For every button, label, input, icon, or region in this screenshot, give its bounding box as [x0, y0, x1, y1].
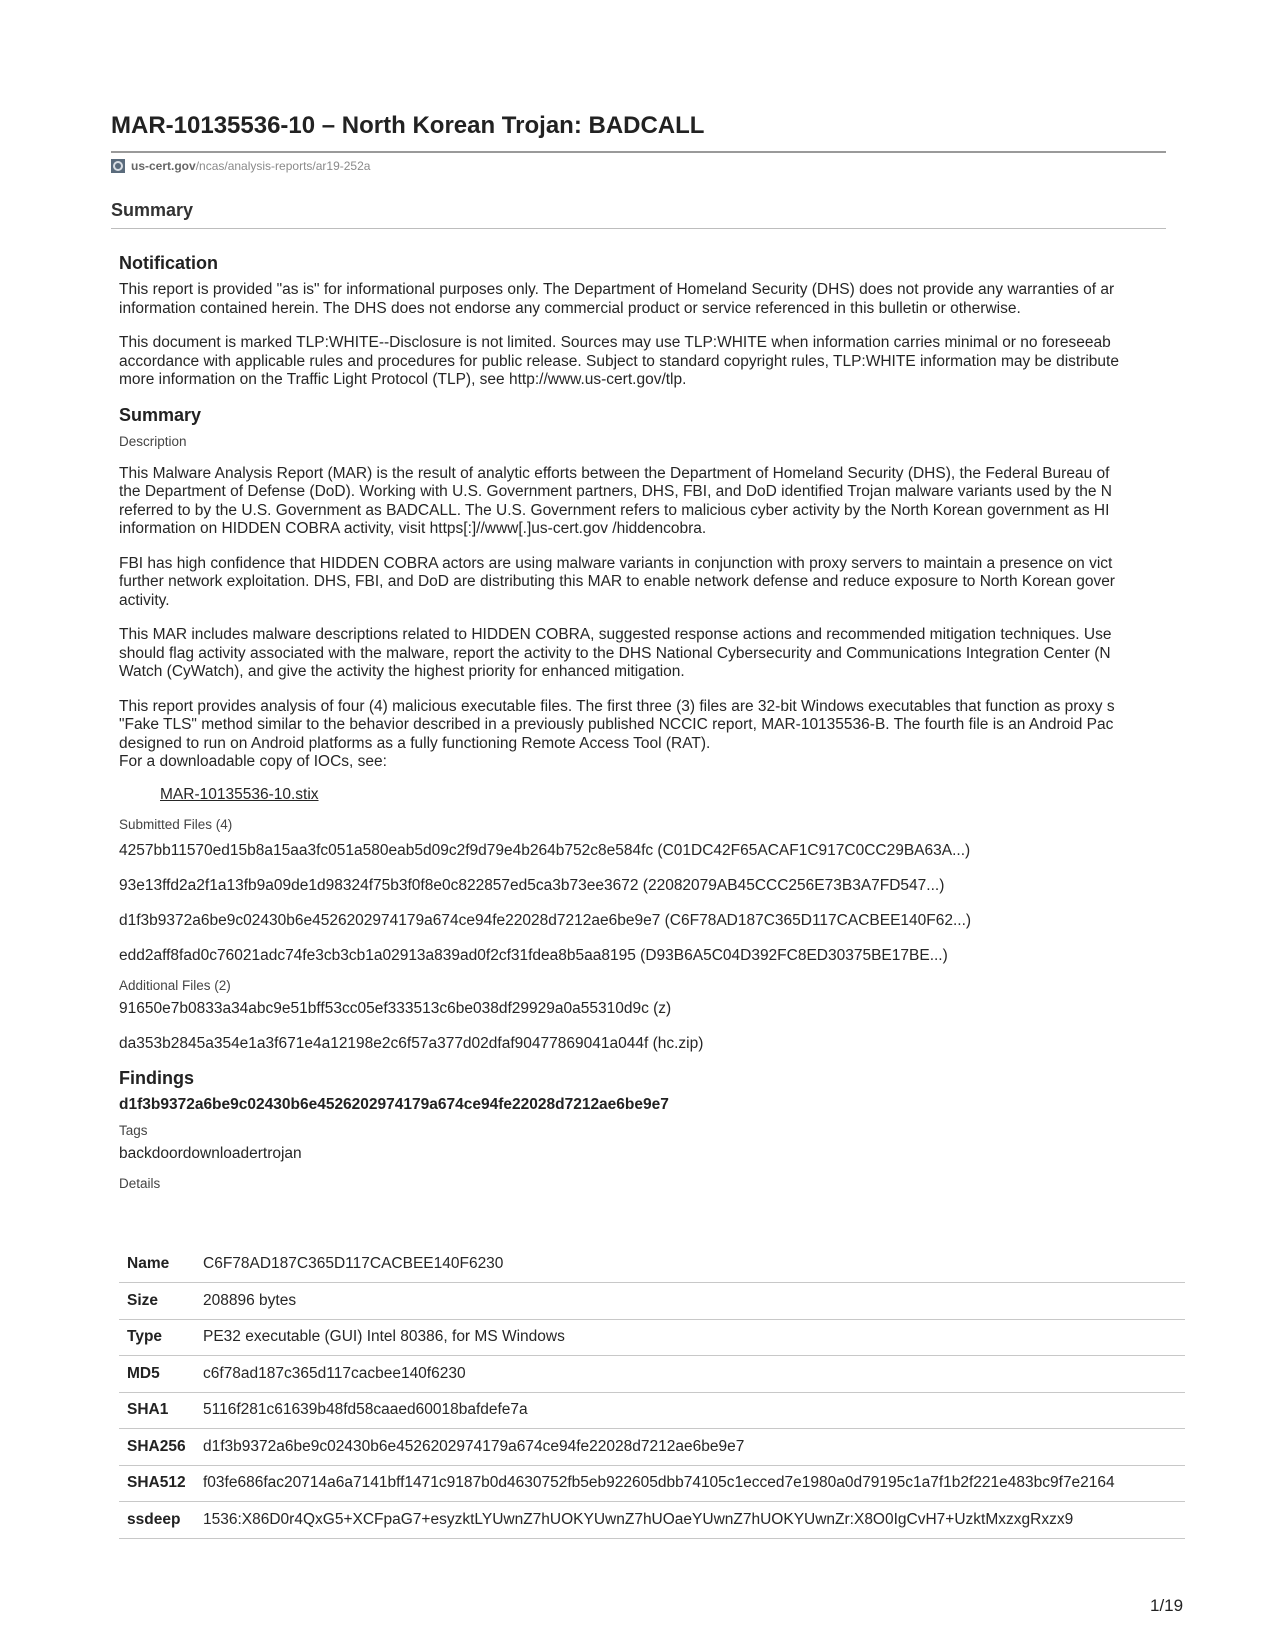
summary-paragraph-1 [119, 465, 1185, 539]
table-row [119, 1356, 1185, 1393]
tlp-paragraph [119, 334, 1185, 390]
table-row [119, 1319, 1185, 1356]
text-line: activity. [119, 591, 170, 609]
text-line: should flag activity associated with the malware, report the activity to the DHS National Cybersecurity and Communications Integration Center (N [119, 644, 1111, 662]
notification-paragraph [119, 281, 1185, 318]
detail-value: PE32 executable (GUI) Intel 80386, for MS Windows [203, 1328, 565, 1346]
table-row [119, 1502, 1185, 1539]
detail-key: SHA256 [127, 1437, 186, 1455]
text-line: This report is provided "as is" for informational purposes only. The Department of Homeland Security (DHS) does not provide any warranties of ar [119, 281, 1115, 298]
findings-heading: Findings [119, 1067, 194, 1088]
text-line: further network exploitation. DHS, FBI, and DoD are distributing this MAR to enable network defense and reduce exposure to North Korean gover [119, 573, 1115, 590]
source-url[interactable] [111, 158, 370, 174]
detail-key: MD5 [127, 1364, 160, 1382]
description-label: Description [119, 433, 187, 449]
detail-value: d1f3b9372a6be9c02430b6e4526202974179a674ce94fe22028d7212ae6be9e7 [203, 1437, 745, 1455]
detail-value: 5116f281c61639b48fd58caaed60018bafdefe7a [203, 1401, 528, 1419]
source-path: /ncas/analysis-reports/ar19-252a [195, 159, 371, 173]
details-table [119, 1246, 1185, 1539]
text-line: the Department of Defense (DoD). Working with U.S. Government partners, DHS, FBI, and DoD identified Trojan malware variants used by the N [119, 483, 1112, 500]
report-content [119, 252, 1185, 1193]
text-line: accordance with applicable rules and procedures for public release. Subject to standard copyright rules, TLP:WHITE information may be distribute [119, 352, 1119, 370]
summary-paragraph-4 [119, 698, 1185, 772]
text-line: This MAR includes malware descriptions related to HIDDEN COBRA, suggested response actions and recommended mitigation techniques. Use [119, 626, 1112, 643]
table-row [119, 1429, 1185, 1466]
detail-value: 208896 bytes [203, 1291, 297, 1309]
table-row [119, 1283, 1185, 1320]
text-line: referred to by the U.S. Government as BADCALL. The U.S. Government refers to malicious cyber activity by the North Korean government as HI [119, 501, 1110, 519]
text-line: "Fake TLS" method similar to the behavior described in a previously published NCCIC report, MAR-10135536-B. The fourth file is an Android Pac [119, 716, 1114, 733]
detail-key: Size [127, 1291, 159, 1309]
findings-hash: d1f3b9372a6be9c02430b6e4526202974179a674ce94fe22028d7212ae6be9e7 [119, 1095, 669, 1113]
table-row [119, 1246, 1185, 1283]
submitted-files-label: Submitted Files (4) [119, 816, 233, 832]
submitted-file-item: 4257bb11570ed15b8a15aa3fc051a580eab5d09c2f9d79e4b264b752c8e584fc (C01DC42F65ACAF1C917C0CC29BA63A...) [119, 841, 971, 859]
title-divider [111, 151, 1166, 153]
tags-value: backdoordownloadertrojan [119, 1144, 302, 1162]
text-line: For a downloadable copy of IOCs, see: [119, 753, 387, 770]
text-line: information on HIDDEN COBRA activity, visit https[:]//www[.]us-cert.gov /hiddencobra. [119, 520, 707, 537]
detail-value: C6F78AD187C365D117CACBEE140F6230 [203, 1255, 504, 1272]
summary-paragraph-3 [119, 626, 1185, 682]
source-domain: us-cert.gov [131, 159, 196, 173]
stix-download-link[interactable]: MAR-10135536-10.stix [160, 785, 319, 803]
text-line: FBI has high confidence that HIDDEN COBRA actors are using malware variants in conjunction with proxy servers to maintain a presence on vict [119, 554, 1113, 572]
detail-key: ssdeep [127, 1510, 181, 1528]
text-line: This report provides analysis of four (4) malicious executable files. The first three (3) files are 32-bit Windows executables that function as proxy s [119, 697, 1115, 715]
submitted-file-item: 93e13ffd2a2f1a13fb9a09de1d98324f75b3f0f8e0c822857ed5ca3b73ee3672 (22082079AB45CCC256E73B3A7FD547...) [119, 876, 945, 894]
page-number: 1/19 [1150, 1596, 1184, 1615]
details-label: Details [119, 1175, 161, 1191]
text-line: This Malware Analysis Report (MAR) is the result of analytic efforts between the Department of Homeland Security (DHS), the Federal Bureau of [119, 464, 1110, 482]
table-row [119, 1392, 1185, 1429]
additional-file-item: 91650e7b0833a34abc9e51bff53cc05ef333513c6be038df29929a0a55310d9c (z) [119, 999, 672, 1017]
text-line: This document is marked TLP:WHITE--Disclosure is not limited. Sources may use TLP:WHITE when information carries minimal or no foreseeab [119, 334, 1111, 351]
submitted-file-item: edd2aff8fad0c76021adc74fe3cb3cb1a02913a839ad0f2cf31fdea8b5aa8195 (D93B6A5C04D392FC8ED30375BE17BE...) [119, 946, 948, 964]
table-row [119, 1465, 1185, 1502]
detail-key: SHA1 [127, 1401, 169, 1419]
us-cert-seal-icon [111, 159, 125, 173]
text-line: designed to run on Android platforms as a fully functioning Remote Access Tool (RAT). [119, 734, 711, 752]
detail-key: Type [127, 1328, 163, 1346]
detail-key: Name [127, 1255, 170, 1272]
additional-files-label: Additional Files (2) [119, 977, 231, 993]
submitted-file-item: d1f3b9372a6be9c02430b6e4526202974179a674ce94fe22028d7212ae6be9e7 (C6F78AD187C365D117CACBEE140F62...) [119, 911, 972, 929]
notification-heading: Notification [119, 253, 218, 273]
detail-value: f03fe686fac20714a6a7141bff1471c9187b0d4630752fb5eb922605dbb74105c1ecced7e1980a0d79195c1a7f1b2f221e483bc9f7e2164 [203, 1474, 1115, 1492]
detail-value: c6f78ad187c365d117cacbee140f6230 [203, 1364, 466, 1382]
text-line: Watch (CyWatch), and give the activity the highest priority for enhanced mitigation. [119, 663, 685, 680]
detail-key: SHA512 [127, 1474, 186, 1492]
detail-value: 1536:X86D0r4QxG5+XCFpaG7+esyzktLYUwnZ7hUOKYUwnZ7hUOaeYUwnZ7hUOKYUwnZr:X8O0IgCvH7+UzktMxzxgRxzx9 [203, 1510, 1074, 1528]
summary-paragraph-2 [119, 555, 1185, 611]
tags-label: Tags [119, 1122, 148, 1138]
text-line: information contained herein. The DHS does not endorse any commercial product or service referenced in this bulletin or otherwise. [119, 299, 1021, 317]
text-line: more information on the Traffic Light Protocol (TLP), see http://www.us-cert.gov/tlp. [119, 371, 687, 388]
summary-heading: Summary [119, 404, 202, 425]
additional-file-item: da353b2845a354e1a3f671e4a12198e2c6f57a377d02dfaf90477869041a044f (hc.zip) [119, 1034, 704, 1052]
page-title: MAR-10135536-10 – North Korean Trojan: BADCALL [111, 112, 705, 139]
section-heading-summary: Summary [111, 200, 194, 220]
section-divider [111, 228, 1166, 229]
